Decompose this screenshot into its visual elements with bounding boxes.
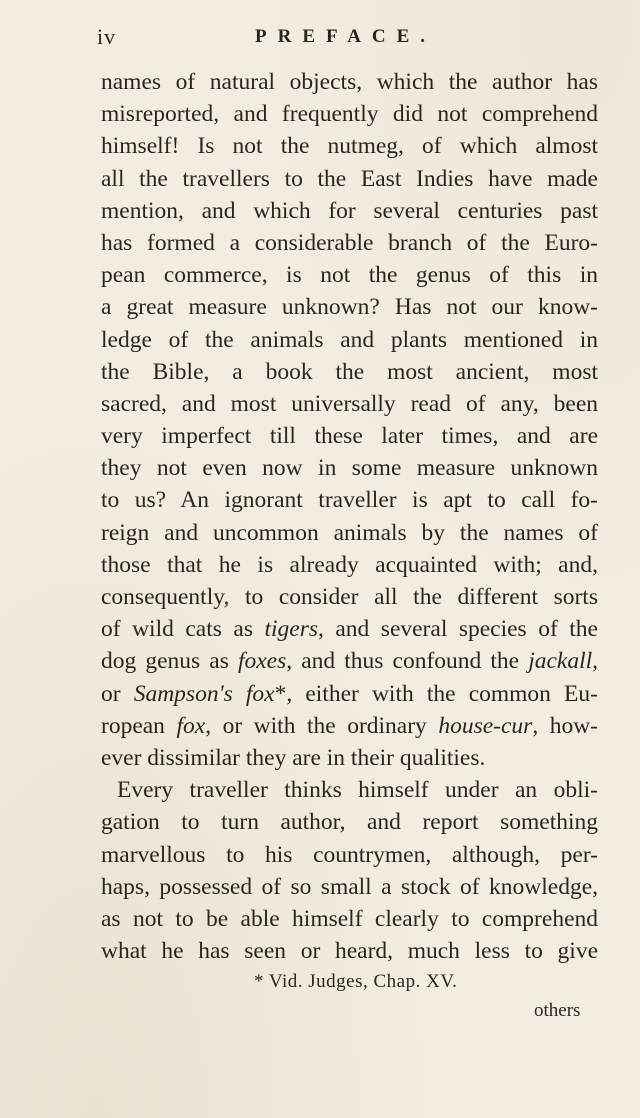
- text-run: haps, possessed of so small a stock of knowledge,: [101, 873, 598, 900]
- text-run: what he has seen or heard, much less to give: [101, 938, 598, 965]
- text-line: [101, 195, 598, 227]
- text-run: , and thus confound the: [286, 648, 529, 675]
- body-text: [101, 66, 598, 967]
- text-line: [101, 581, 598, 613]
- text-line: [101, 98, 598, 130]
- italic-term: Sampson's fox: [133, 680, 275, 707]
- text-line: [101, 66, 598, 98]
- text-line: [101, 420, 598, 452]
- text-run: *, either with the common Eu-: [274, 680, 598, 707]
- text-run: ever dissimilar they are in their qualities.: [101, 744, 486, 771]
- text-line: [101, 645, 598, 677]
- text-run: , how-: [532, 712, 598, 739]
- text-run: the Bible, a book the most ancient, most: [101, 358, 598, 385]
- page-number: iv: [97, 24, 117, 49]
- text-run: ledge of the animals and plants mentioned in: [101, 326, 598, 353]
- text-run: ,: [592, 648, 598, 675]
- text-run: names of natural objects, which the author has: [101, 69, 598, 95]
- text-run: consequently, to consider all the different sorts: [101, 584, 598, 610]
- text-line: [101, 517, 598, 549]
- text-run: , or with the ordinary: [205, 712, 439, 739]
- italic-term: house-cur: [438, 712, 533, 739]
- text-run: dog genus as: [101, 648, 238, 675]
- text-line: [101, 452, 598, 484]
- text-line: [101, 871, 598, 903]
- italic-term: fox: [176, 712, 206, 739]
- text-run: they not even now in some measure unknown: [101, 455, 598, 482]
- catchword: others: [534, 1000, 581, 1021]
- text-line: [101, 163, 598, 195]
- page-header: [97, 24, 597, 58]
- text-run: all the travellers to the East Indies have made: [101, 165, 598, 192]
- text-run: those that he is already acquainted with; and,: [101, 551, 598, 578]
- text-line: [101, 259, 598, 291]
- text-run: or: [101, 680, 134, 707]
- text-line: [101, 388, 598, 420]
- text-line: [101, 227, 598, 259]
- text-line: [101, 839, 598, 871]
- text-line: [101, 130, 598, 162]
- italic-term: tigers: [264, 616, 318, 643]
- text-run: sacred, and most universally read of any, been: [101, 390, 598, 417]
- text-run: has formed a considerable branch of the Euro-: [101, 229, 598, 256]
- text-line: [101, 903, 598, 935]
- text-line: [101, 356, 598, 388]
- text-run: to us? An ignorant traveller is apt to call fo-: [101, 487, 598, 514]
- text-line: [101, 291, 598, 323]
- text-run: gation to turn author, and report something: [101, 809, 598, 836]
- italic-term: foxes: [237, 648, 287, 675]
- text-run: himself! Is not the nutmeg, of which almost: [101, 133, 598, 160]
- text-run: ropean: [101, 712, 177, 739]
- text-run: mention, and which for several centuries past: [101, 197, 598, 224]
- text-line: [101, 613, 598, 645]
- italic-term: jackall: [528, 648, 593, 675]
- text-run: Every traveller thinks himself under an obli-: [117, 777, 598, 804]
- text-run: marvellous to his countrymen, although, per-: [101, 841, 598, 868]
- text-line: [101, 774, 598, 806]
- text-run: very imperfect till these later times, and are: [101, 423, 598, 450]
- text-line: [101, 678, 598, 710]
- text-run: , and several species of the: [318, 616, 598, 643]
- text-run: of wild cats as: [101, 616, 265, 643]
- text-run: pean commerce, is not the genus of this in: [101, 262, 598, 289]
- text-run: reign and uncommon animals by the names of: [101, 519, 598, 546]
- text-line: [101, 324, 598, 356]
- text-line: [101, 549, 598, 581]
- running-head: PREFACE.: [255, 26, 437, 47]
- text-run: a great measure unknown? Has not our know-: [101, 294, 598, 321]
- text-run: as not to be able himself clearly to comprehend: [101, 905, 598, 932]
- text-line: [101, 742, 598, 774]
- footnote: * Vid. Judges, Chap. XV.: [254, 971, 458, 992]
- text-run: misreported, and frequently did not comprehend: [101, 101, 598, 128]
- text-line: [101, 484, 598, 516]
- text-line: [101, 710, 598, 742]
- text-line: [101, 806, 598, 838]
- text-line: [101, 935, 598, 967]
